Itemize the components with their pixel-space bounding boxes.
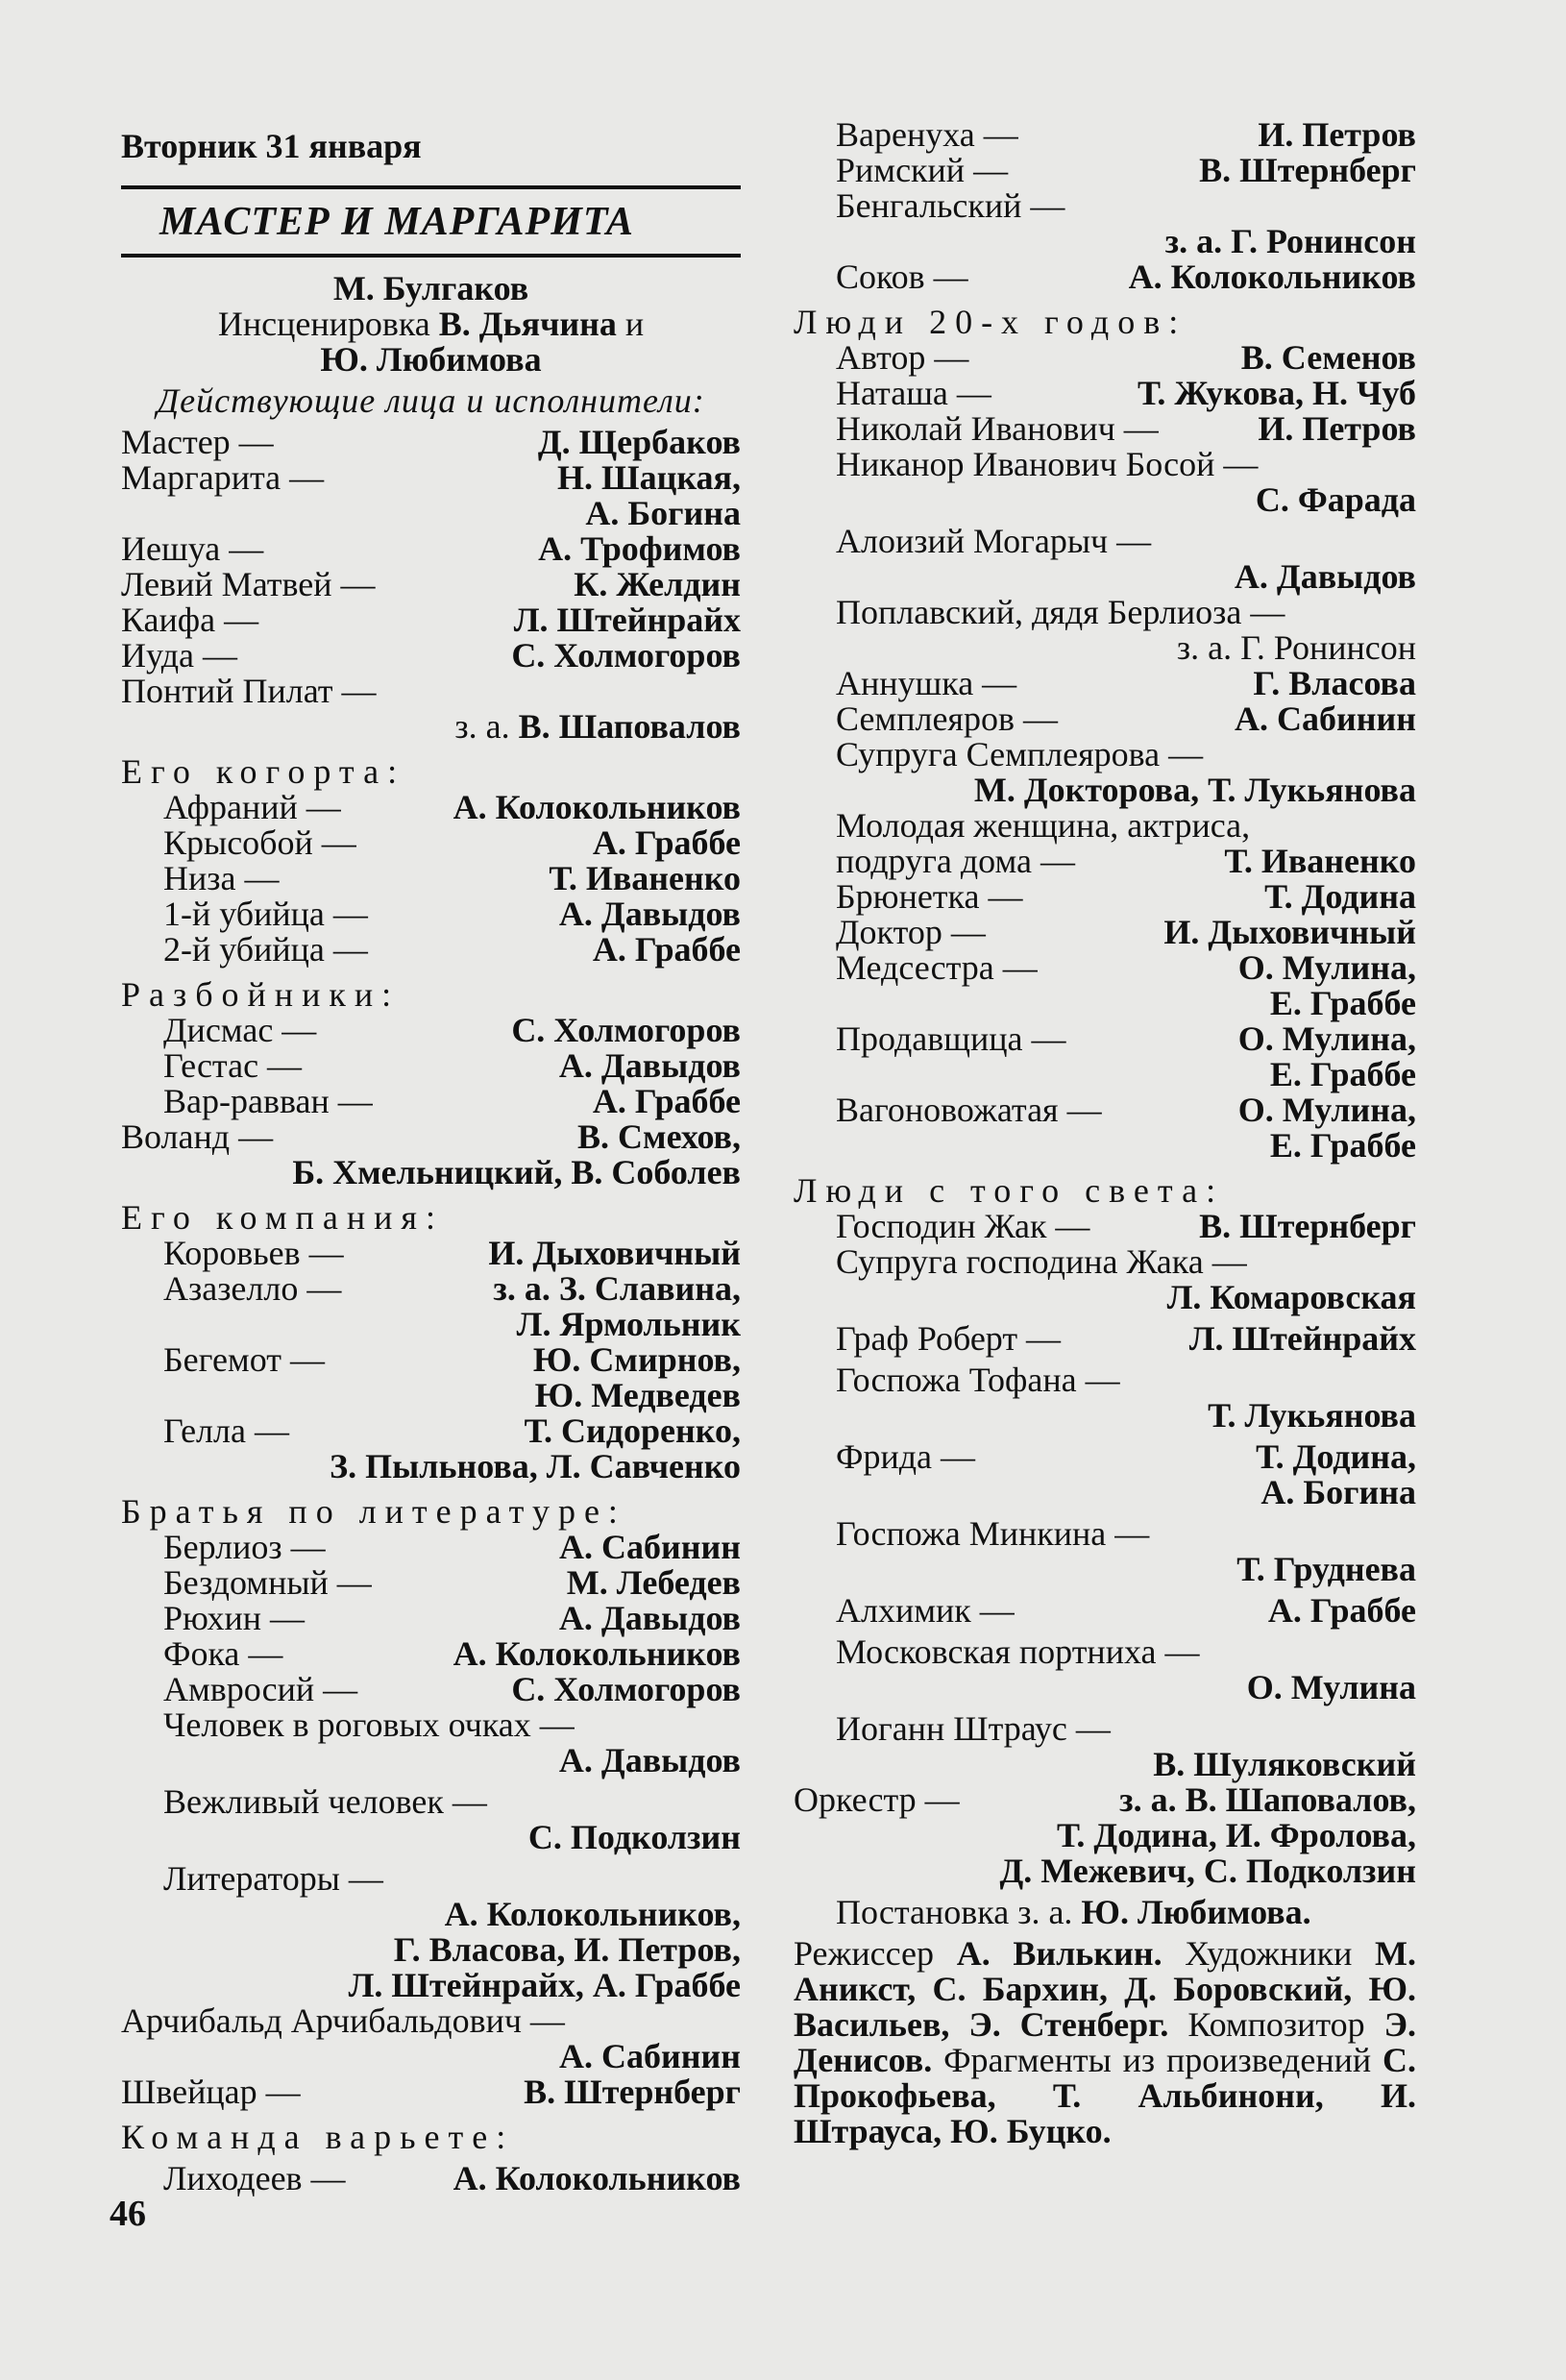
cast-row — [163, 825, 741, 861]
cast-header: Действующие лица и исполнители: — [157, 381, 705, 420]
cast-row — [163, 1601, 741, 1636]
actor-name: О. Мулина, — [1237, 1091, 1416, 1129]
actor-zhak-wife: Л. Комаровская — [1166, 1278, 1416, 1316]
cast-row — [121, 2074, 741, 2110]
cast-row — [836, 879, 1416, 915]
role-name: Берлиоз — — [163, 1528, 326, 1566]
cast-row — [121, 425, 741, 460]
actor-name: Е. Граббе — [1269, 1126, 1416, 1165]
actor-vezhlivy: С. Подколзин — [527, 1818, 741, 1856]
group-tot-svet: Люди с того света: — [794, 1171, 1225, 1210]
right-column — [794, 117, 1416, 2149]
role-name: Семплеяров — — [836, 699, 1058, 738]
role-name: Брюнетка — — [836, 877, 1023, 916]
cast-row — [836, 376, 1416, 411]
actor-poplavsky-text: з. а. Г. Ронинсон — [1176, 628, 1416, 667]
actor-name: С. Холмогоров — [511, 1670, 741, 1708]
kogorta-list — [121, 790, 741, 968]
actor-name: Н. Шацкая, — [557, 458, 741, 497]
cast-row — [121, 674, 741, 709]
actor-name: О. Мулина, — [1237, 948, 1416, 987]
role-podruga: подруга дома — — [836, 842, 1075, 880]
role-name: Медсестра — — [836, 948, 1038, 987]
actor-orkestr-2: Т. Додина, И. Фролова, — [1056, 1816, 1416, 1854]
role-bengalsky: Бенгальский — — [836, 186, 1065, 225]
role-molodaya: Молодая женщина, актриса, — [836, 806, 1251, 845]
cast-row — [121, 638, 741, 674]
cast-row — [794, 1782, 1416, 1818]
cast-row — [163, 932, 741, 968]
role-name: Продавщица — — [836, 1019, 1066, 1058]
role-vezhlivy: Вежливый человек — — [163, 1782, 487, 1821]
cast-row — [163, 1342, 741, 1378]
adaptation-prefix: Инсценировка — [217, 305, 430, 343]
cast-row — [121, 531, 741, 567]
postanovka-name: Ю. Любимова. — [1081, 1893, 1311, 1931]
actor-name: Г. Власова — [1253, 664, 1416, 702]
role-robert: Граф Роберт — — [836, 1319, 1062, 1358]
actor-name: Е. Граббе — [1269, 1055, 1416, 1093]
actor-likhodeev: А. Колокольников — [453, 2159, 741, 2197]
cast-row — [163, 1530, 741, 1565]
role-name: Фока — — [163, 1634, 283, 1673]
razboiniki-list — [121, 1013, 741, 1119]
role-likhodeev: Лиходеев — — [163, 2159, 346, 2197]
actor-name: Л. Штейнрайх — [513, 601, 741, 639]
actor-name: Ю. Медведев — [534, 1376, 741, 1414]
cast-row — [121, 1119, 741, 1155]
role-name: Маргарита — — [121, 458, 325, 497]
actor-name: Е. Граббе — [1269, 984, 1416, 1022]
kompaniya-list — [121, 1236, 741, 1484]
actor-portnikha: О. Мулина — [1246, 1668, 1416, 1706]
actor-name: Т. Сидоренко, — [524, 1411, 741, 1450]
adaptation-name2: Ю. Любимова — [320, 340, 542, 379]
actor-shveitsar: В. Штернберг — [524, 2073, 741, 2111]
kompozitor-label: Композитор — [1187, 2005, 1365, 2044]
kompozitor-name: Э. Денисов. — [794, 2005, 1417, 2079]
cast-row — [836, 1021, 1416, 1057]
role-shveitsar: Швейцар — — [121, 2073, 301, 2111]
role-name: Рюхин — — [163, 1599, 306, 1637]
actor-nikanor: С. Фарада — [1255, 480, 1416, 519]
actor-name: З. Пыльнова, Л. Савченко — [330, 1447, 741, 1485]
actor-name: А. Граббе — [592, 1082, 741, 1120]
actor-name: А. Трофимов — [538, 529, 741, 568]
cast-row — [836, 666, 1416, 701]
role-name: Римский — — [836, 151, 1009, 189]
adaptation-and: и — [624, 305, 645, 343]
role-name: Крысобой — — [163, 823, 356, 862]
postanovka-label: Постановка — [836, 1893, 1010, 1931]
lyudi20-list-2 — [836, 666, 1416, 737]
role-sokov: Соков — — [836, 258, 968, 296]
actor-poplavsky — [836, 630, 1416, 666]
cast-row — [836, 1092, 1416, 1128]
role-name: Никанор Иванович Босой — — [836, 445, 1259, 483]
page-number: 46 — [110, 2194, 146, 2234]
role-name: Иешуа — — [121, 529, 264, 568]
cast-row — [121, 602, 741, 638]
actor-name: К. Желдин — [574, 565, 741, 603]
actor-name: А. Колокольников — [453, 788, 741, 826]
actor-name: И. Петров — [1258, 115, 1416, 154]
actor-name: А. Богина — [585, 494, 741, 532]
role-poplavsky: Поплавский, дядя Берлиоза — — [836, 593, 1285, 631]
tot-svet-section — [794, 1209, 1416, 1782]
cast-row — [163, 1565, 741, 1601]
actor-mogarych: А. Давыдов — [1234, 557, 1416, 596]
khudozhniki-names: М. Аникст, С. Бархин, Д. Боровский, Ю. Васильев, Э. Стенберг. — [794, 1934, 1417, 2044]
role-zhak: Господин Жак — — [836, 1207, 1090, 1245]
role-name: Низа — — [163, 859, 280, 897]
actor-frida-2: А. Богина — [1260, 1473, 1416, 1511]
role-ochki: Человек в роговых очках — — [163, 1705, 575, 1744]
group-razboiniki: Разбойники: — [121, 975, 401, 1014]
cast-row — [163, 1048, 741, 1084]
actor-orkestr: з. а. В. Шаповалов, — [1119, 1780, 1416, 1819]
actor-name: И. Дыховичный — [488, 1234, 741, 1272]
adaptation-line — [121, 307, 741, 342]
actor-orkestr-3: Д. Межевич, С. Подколзин — [999, 1852, 1416, 1890]
cast-row — [121, 460, 741, 496]
actor-podruga: Т. Иваненко — [1224, 842, 1416, 880]
cast-row — [836, 915, 1416, 950]
role-name: Николай Иванович — — [836, 409, 1159, 448]
role-zhak-wife: Супруга господина Жака — — [836, 1242, 1247, 1281]
actor-zhak: В. Штернберг — [1199, 1207, 1416, 1245]
cast-row — [836, 153, 1416, 188]
actor-name: С. Холмогоров — [511, 1011, 741, 1049]
role-shtraus: Иоганн Штраус — — [836, 1709, 1111, 1748]
cast-row — [836, 1593, 1416, 1629]
actor-name: М. Лебедев — [566, 1563, 741, 1602]
actor-name: Л. Ярмольник — [516, 1305, 741, 1343]
cast-row — [163, 861, 741, 896]
cast-row — [836, 1209, 1416, 1244]
left-column — [121, 117, 741, 2196]
bratya-list — [163, 1530, 741, 1707]
role-name: Варенуха — — [836, 115, 1018, 154]
role-mogarych: Алоизий Могарыч — — [836, 522, 1152, 560]
role-name: Вагоновожатая — — [836, 1091, 1102, 1129]
role-name: Амвросий — — [163, 1670, 358, 1708]
actor-name: В. Семенов — [1240, 338, 1416, 377]
fragmenty-names: С. Прокофьева, Т. Альбинони, И. Штрауса, Ю. Буцко. — [794, 2041, 1417, 2150]
actor-name: А. Давыдов — [558, 895, 741, 933]
actor-name: А. Давыдов — [558, 1046, 741, 1085]
cast-row — [163, 790, 741, 825]
actor-name: з. а. З. Славина, — [493, 1269, 741, 1308]
group-bratya: Братья по литературе: — [121, 1492, 626, 1531]
postanovka-line — [794, 1895, 1416, 1930]
role-name: 1-й убийца — — [163, 895, 368, 933]
group-kogorta: Его когорта: — [121, 752, 406, 791]
cast-row — [121, 2161, 741, 2196]
komanda-continued — [794, 117, 1416, 295]
group-lyudi20: Люди 20-х годов: — [794, 303, 1187, 341]
play-title: МАСТЕР И МАРГАРИТА — [159, 200, 634, 244]
pilat-actor-line — [121, 709, 741, 745]
performance-date: Вторник 31 января — [121, 127, 422, 165]
cast-row — [836, 701, 1416, 737]
group-kompaniya: Его компания: — [121, 1198, 444, 1237]
actor-name: Т. Иваненко — [549, 859, 741, 897]
adaptation-name1: В. Дьячина — [438, 305, 617, 343]
lyudi20-section — [794, 340, 1416, 1164]
cast-row — [836, 1128, 1416, 1164]
role-name: Коровьев — — [163, 1234, 344, 1272]
role-orkestr: Оркестр — — [794, 1780, 960, 1819]
rezhisser-label: Режиссер — [794, 1934, 935, 1973]
role-portnikha: Московская портниха — — [836, 1632, 1200, 1671]
actor-literatory-3: Л. Штейнрайх, А. Граббе — [348, 1966, 741, 2004]
role-tofana: Госпожа Тофана — — [836, 1361, 1120, 1399]
actor-archibald: А. Сабинин — [559, 2037, 741, 2075]
actor-shtraus: В. Шуляковский — [1153, 1745, 1416, 1783]
actor-name: А. Давыдов — [558, 1599, 741, 1637]
role-literatory: Литераторы — — [163, 1859, 383, 1898]
role-archibald: Арчибальд Арчибальдович — — [121, 2001, 565, 2040]
role-name: Автор — — [836, 338, 969, 377]
cast-row — [163, 1378, 741, 1413]
cast-row — [836, 447, 1416, 482]
cast-row — [836, 844, 1416, 879]
cast-row — [163, 896, 741, 932]
actor-name: Д. Щербаков — [537, 423, 741, 461]
role-name: Гелла — — [163, 1411, 289, 1450]
actor-name: С. Холмогоров — [511, 636, 741, 675]
role-name: Дисмас — — [163, 1011, 317, 1049]
role-name: Афраний — — [163, 788, 341, 826]
actor-supruga: М. Докторова, Т. Лукьянова — [973, 771, 1416, 809]
role-name: Азазелло — — [163, 1269, 342, 1308]
role-name: 2-й убийца — — [163, 930, 368, 969]
actor-name: О. Мулина, — [1237, 1019, 1416, 1058]
cast-row — [163, 1449, 741, 1484]
cast-row — [163, 1307, 741, 1342]
actor-frida: Т. Додина, — [1256, 1437, 1416, 1476]
actor-name: Ю. Смирнов, — [532, 1340, 741, 1379]
role-frida: Фрида — — [836, 1437, 976, 1476]
cast-row — [836, 1439, 1416, 1475]
cast-row — [163, 1271, 741, 1307]
bratya-section — [121, 1530, 741, 2003]
cast-row — [836, 1057, 1416, 1092]
role-name: Понтий Пилат — — [121, 672, 377, 710]
actor-name: И. Петров — [1258, 409, 1416, 448]
role-name: Вар-равван — — [163, 1082, 373, 1120]
cast-row — [163, 1236, 741, 1271]
actor-tofana: Т. Лукьянова — [1208, 1396, 1416, 1435]
cast-row — [163, 1084, 741, 1119]
actor-name: А. Сабинин — [1235, 699, 1416, 738]
cast-row — [836, 950, 1416, 986]
actor-name: Т. Жукова, Н. Чуб — [1137, 374, 1416, 412]
cast-row — [836, 411, 1416, 447]
cast-row — [836, 340, 1416, 376]
actor-voland-2: Б. Хмельницкий, В. Соболев — [292, 1153, 741, 1191]
cast-row — [836, 986, 1416, 1021]
actor-robert: Л. Штейнрайх — [1188, 1319, 1416, 1358]
actor-bengalsky: з. а. Г. Ронинсон — [1164, 222, 1416, 260]
actor-name: А. Сабинин — [559, 1528, 741, 1566]
actor-name: А. Граббе — [592, 930, 741, 969]
cast-row — [163, 1413, 741, 1449]
role-name: Бездомный — — [163, 1563, 372, 1602]
cast-row — [836, 1321, 1416, 1357]
postanovka-prefix: з. а. — [1017, 1893, 1073, 1931]
actor-name: Т. Додина — [1264, 877, 1416, 916]
role-supruga: Супруга Семплеярова — — [836, 735, 1204, 773]
role-name: Наташа — — [836, 374, 991, 412]
actor-name: А. Колокольников — [453, 1634, 741, 1673]
role-name: Иуда — — [121, 636, 238, 675]
actor-sokov: А. Колокольников — [1128, 258, 1416, 296]
role-minkina: Госпожа Минкина — — [836, 1514, 1150, 1553]
fragmenty-label: Фрагменты из произведений — [943, 2041, 1372, 2079]
bottom-rule — [121, 254, 741, 258]
khudozhniki-label: Художники — [1185, 1934, 1353, 1973]
pilat-actor-prefix: з. а. — [454, 707, 510, 746]
lyudi20-list-3 — [836, 879, 1416, 1164]
cast-row — [163, 1013, 741, 1048]
role-name: Аннушка — — [836, 664, 1017, 702]
actor-voland: В. Смехов, — [577, 1117, 741, 1156]
actor-ochki: А. Давыдов — [558, 1741, 741, 1779]
cast-row — [836, 259, 1416, 295]
actor-literatory-2: Г. Власова, И. Петров, — [393, 1930, 741, 1969]
credits-paragraph — [794, 1936, 1416, 2149]
role-name: Гестас — — [163, 1046, 303, 1085]
actor-alkhimik: А. Граббе — [1267, 1591, 1416, 1630]
cast-row — [121, 496, 741, 531]
cast-row — [163, 1636, 741, 1672]
komanda-list — [836, 117, 1416, 188]
role-name: Бегемот — — [163, 1340, 325, 1379]
actor-name: А. Граббе — [592, 823, 741, 862]
cast-row — [836, 117, 1416, 153]
lyudi20-list — [836, 340, 1416, 482]
role-name: Мастер — — [121, 423, 274, 461]
author: М. Булгаков — [332, 269, 529, 307]
role-alkhimik: Алхимик — — [836, 1591, 1015, 1630]
cast-row — [163, 1672, 741, 1707]
role-name: Каифа — — [121, 601, 259, 639]
actor-minkina: Т. Груднева — [1236, 1550, 1416, 1588]
actor-literatory-1: А. Колокольников, — [444, 1895, 741, 1933]
group-komanda: Команда варьете: — [121, 2118, 515, 2156]
actor-name: В. Штернберг — [1199, 151, 1416, 189]
role-voland: Воланд — — [121, 1117, 274, 1156]
pilat-actor: В. Шаповалов — [518, 707, 741, 746]
cast-row — [121, 567, 741, 602]
role-name: Левий Матвей — — [121, 565, 376, 603]
main-cast-list — [121, 425, 741, 709]
rezhisser-name: А. Вилькин. — [956, 1934, 1162, 1973]
role-name: Доктор — — [836, 913, 986, 951]
actor-name: И. Дыховичный — [1163, 913, 1416, 951]
